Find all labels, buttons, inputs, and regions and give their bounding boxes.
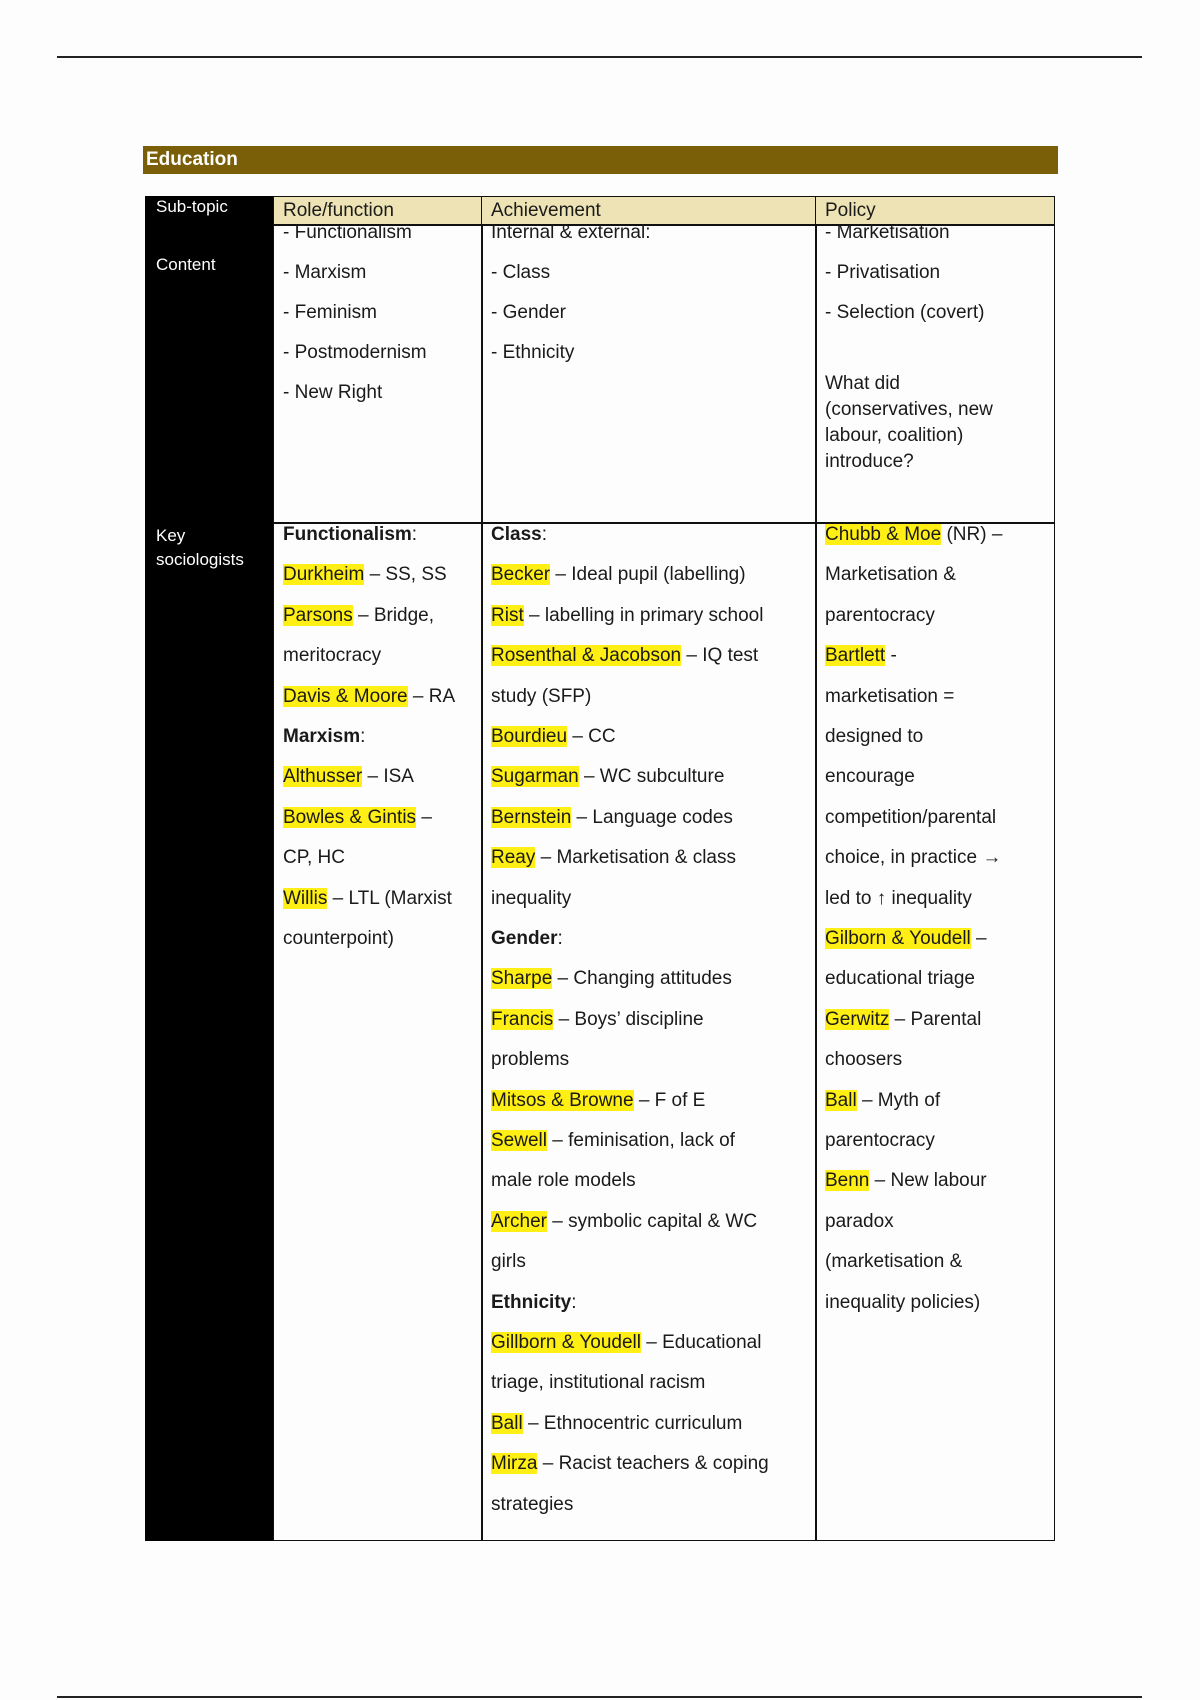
sociologist-name: Althusser [283, 766, 363, 788]
sociologist-detail: – [970, 928, 987, 949]
group-heading [491, 524, 547, 546]
sociologist-line [491, 766, 724, 788]
continuation-text: encourage [825, 766, 915, 788]
sociologist-detail: – symbolic capital & WC [546, 1210, 758, 1232]
sociologist-name: Gilborn & Youdell [825, 928, 971, 949]
continuation-text: counterpoint) [283, 928, 394, 949]
sociologist-line [491, 1090, 705, 1112]
sociologist-line [825, 1049, 902, 1071]
sociologist-line [491, 564, 746, 586]
group-heading [491, 1292, 577, 1314]
content-item: - Selection (covert) [825, 302, 985, 323]
sociologist-line [825, 847, 1001, 869]
content-label: Content [156, 255, 216, 274]
sociologist-name: Reay [491, 847, 536, 869]
sociologist-line [491, 1170, 636, 1192]
continuation-text: girls [491, 1251, 526, 1273]
sociologist-detail: – feminisation, lack of [546, 1130, 735, 1151]
heading-colon: : [411, 524, 418, 545]
section-title: Education [143, 146, 1058, 174]
sociologist-line [491, 1049, 569, 1071]
sociologist-line [825, 564, 956, 586]
sociologist-name: Durkheim [283, 564, 365, 586]
content-item: - Feminism [283, 302, 377, 323]
content-cell-achievement [481, 224, 817, 524]
sociologist-line [825, 928, 987, 950]
row-label-column [145, 196, 273, 1541]
sociologist-line [491, 847, 736, 869]
group-heading [283, 726, 365, 748]
content-item: - Marxism [283, 262, 367, 283]
sociologist-detail: (NR) – [941, 524, 1003, 545]
continuation-text: meritocracy [283, 645, 382, 667]
sociologist-line [491, 1130, 735, 1152]
sociologist-line [491, 1413, 742, 1435]
sociologist-line [825, 605, 935, 627]
sociologist-name: Sharpe [491, 968, 553, 990]
continuation-text: marketisation = [825, 685, 955, 707]
sociologist-line [825, 1251, 962, 1273]
continuation-text: triage, institutional racism [491, 1372, 706, 1394]
continuation-text: problems [491, 1049, 570, 1071]
sociologist-detail: – RA [407, 685, 456, 707]
sociologist-name: Bartlett [825, 645, 886, 667]
key-sociologists-cell-role [273, 522, 483, 1541]
continuation-text: inequality [491, 887, 572, 909]
sociologist-detail: – IQ test [681, 645, 759, 667]
sociologist-line [283, 928, 394, 950]
continuation-text: Marketisation & [825, 564, 956, 586]
sociologist-name: Sewell [491, 1130, 547, 1151]
sociologist-name: Rist [491, 604, 524, 626]
sociologist-line [491, 1332, 761, 1354]
sociologist-name: Chubb & Moe [825, 524, 942, 545]
sociologist-detail: – CC [567, 726, 616, 747]
sociologist-detail: – Marketisation & class [535, 847, 736, 869]
sociologist-line [825, 1292, 980, 1314]
sociologist-line [491, 1453, 769, 1475]
sociologist-line [491, 686, 591, 708]
content-item: - Privatisation [825, 262, 941, 283]
sociologist-detail: – LTL (Marxist [327, 887, 452, 909]
header-role: Role/function [273, 196, 483, 226]
continuation-text: parentocracy [825, 604, 935, 626]
content-item: Internal & external: [491, 222, 651, 243]
sociologist-name: Becker [491, 564, 551, 586]
sociologist-line [283, 645, 381, 667]
key-sociologists-label-2: sociologists [156, 550, 244, 569]
sociologist-detail: – WC subculture [578, 766, 725, 788]
continuation-text: inequality policies) [825, 1291, 981, 1313]
sociologist-detail: - [885, 645, 897, 667]
sociologist-line [491, 645, 758, 667]
continuation-text: designed to [825, 726, 924, 747]
bottom-rule [57, 1696, 1142, 1698]
group-heading [491, 928, 563, 950]
sociologist-name: Bowles & Gintis [283, 806, 417, 828]
continuation-text: parentocracy [825, 1130, 935, 1151]
sociologist-line [825, 766, 915, 788]
sociologist-detail: – Educational [641, 1332, 762, 1353]
sociologist-name: Davis & Moore [283, 685, 408, 707]
sociologist-line [491, 1372, 705, 1394]
continuation-text: CP, HC [283, 847, 345, 869]
content-item: - Class [491, 262, 551, 283]
sociologist-line [825, 645, 897, 667]
key-sociologists-label-1: Key [156, 526, 186, 545]
sociologist-line [283, 605, 434, 627]
sociologist-name: Rosenthal & Jacobson [491, 645, 682, 667]
sociologist-detail: – SS, SS [364, 564, 447, 586]
content-item: - Postmodernism [283, 342, 427, 363]
sociologist-line [283, 766, 414, 788]
continuation-text: (marketisation & [825, 1251, 963, 1273]
sociologist-line [825, 1009, 981, 1031]
header-achievement: Achievement [481, 196, 817, 226]
sociologist-line [825, 1211, 894, 1233]
content-item: - Ethnicity [491, 342, 575, 363]
heading-text: Marxism [283, 726, 361, 747]
header-policy: Policy [815, 196, 1055, 226]
heading-colon: : [571, 1291, 577, 1313]
heading-colon: : [557, 928, 563, 949]
sociologist-line [825, 1090, 940, 1112]
sociologist-line [283, 847, 345, 869]
content-item: - Gender [491, 302, 566, 323]
sociologist-name: Ball [825, 1089, 857, 1111]
continuation-text: competition/parental [825, 806, 997, 828]
sociologist-detail: – Ideal pupil (labelling) [550, 564, 746, 586]
sociologist-line [825, 686, 954, 708]
sociologist-line [283, 564, 447, 586]
continuation-text: choice, in practice → [825, 847, 1002, 869]
sociologist-line [825, 524, 1002, 546]
sociologist-line [825, 888, 972, 910]
sociologist-name: Mirza [491, 1453, 538, 1475]
continuation-text: strategies [491, 1493, 574, 1515]
continuation-text: led to ↑ inequality [825, 887, 972, 909]
sociologist-name: Francis [491, 1008, 554, 1030]
heading-colon: : [360, 726, 366, 747]
sociologist-line [825, 968, 975, 990]
sociologist-line [491, 1211, 757, 1233]
sociologist-name: Ball [491, 1412, 523, 1434]
content-item: - Marketisation [825, 222, 950, 243]
key-sociologists-cell-policy [815, 522, 1055, 1541]
sociologist-line [825, 1170, 987, 1192]
sociologist-detail: – Bridge, [352, 604, 435, 626]
content-item: - Functionalism [283, 222, 412, 243]
heading-text: Ethnicity [491, 1291, 572, 1313]
sociologist-name: Benn [825, 1170, 870, 1192]
content-item: - New Right [283, 382, 383, 403]
sociologist-name: Gillborn & Youdell [491, 1332, 641, 1353]
group-heading [283, 524, 417, 546]
topic-table [145, 196, 1055, 1541]
sociologist-line [283, 686, 455, 708]
heading-text: Gender [491, 928, 558, 949]
sociologist-line [491, 605, 763, 627]
key-sociologists-cell-achievement [481, 522, 817, 1541]
heading-text: Functionalism [283, 524, 412, 545]
sociologist-detail: – Changing attitudes [552, 968, 732, 990]
sociologist-name: Bernstein [491, 806, 572, 828]
subtopic-label: Sub-topic [156, 197, 228, 216]
heading-text: Class [491, 524, 542, 545]
sociologist-detail: – Myth of [856, 1089, 941, 1111]
sociologist-detail: – Racist teachers & coping [537, 1453, 769, 1475]
sociologist-name: Archer [491, 1210, 547, 1232]
sociologist-line [825, 726, 923, 748]
sociologist-line [825, 1130, 935, 1152]
content-cell-policy [815, 224, 1055, 524]
sociologist-detail: – Ethnocentric curriculum [522, 1412, 743, 1434]
sociologist-line [491, 1251, 526, 1273]
continuation-text: study (SFP) [491, 685, 592, 707]
sociologist-line [283, 888, 452, 910]
sociologist-line [825, 807, 996, 829]
sociologist-line [491, 1009, 704, 1031]
sociologist-detail: – [416, 806, 432, 828]
sociologist-detail: – Parental [889, 1008, 982, 1030]
content-cell-role [273, 224, 483, 524]
sociologist-detail: – Language codes [571, 806, 733, 828]
sociologist-detail: – New labour [869, 1170, 987, 1192]
sociologist-detail: – F of E [633, 1089, 706, 1111]
sociologist-line [491, 968, 732, 990]
sociologist-name: Willis [283, 887, 328, 909]
sociologist-line [491, 726, 616, 748]
sociologist-name: Sugarman [491, 766, 579, 788]
sociologist-line [283, 807, 432, 829]
sociologist-name: Parsons [283, 604, 353, 626]
sociologist-line [491, 1494, 573, 1516]
continuation-text: male role models [491, 1170, 636, 1192]
sociologist-detail: – ISA [362, 766, 414, 788]
continuation-text: educational triage [825, 968, 975, 990]
sociologist-name: Gerwitz [825, 1008, 890, 1030]
sociologist-name: Mitsos & Browne [491, 1089, 634, 1111]
policy-question: What did (conservatives, new labour, coalition) introduce? [825, 373, 993, 472]
continuation-text: paradox [825, 1210, 894, 1232]
continuation-text: choosers [825, 1049, 903, 1071]
sociologist-detail: – labelling in primary school [523, 604, 764, 626]
sociologist-line [491, 807, 733, 829]
sociologist-name: Bourdieu [491, 726, 568, 747]
heading-colon: : [541, 524, 547, 545]
sociologist-line [491, 888, 571, 910]
top-rule [57, 56, 1142, 58]
sociologist-detail: – Boys’ discipline [553, 1008, 704, 1030]
